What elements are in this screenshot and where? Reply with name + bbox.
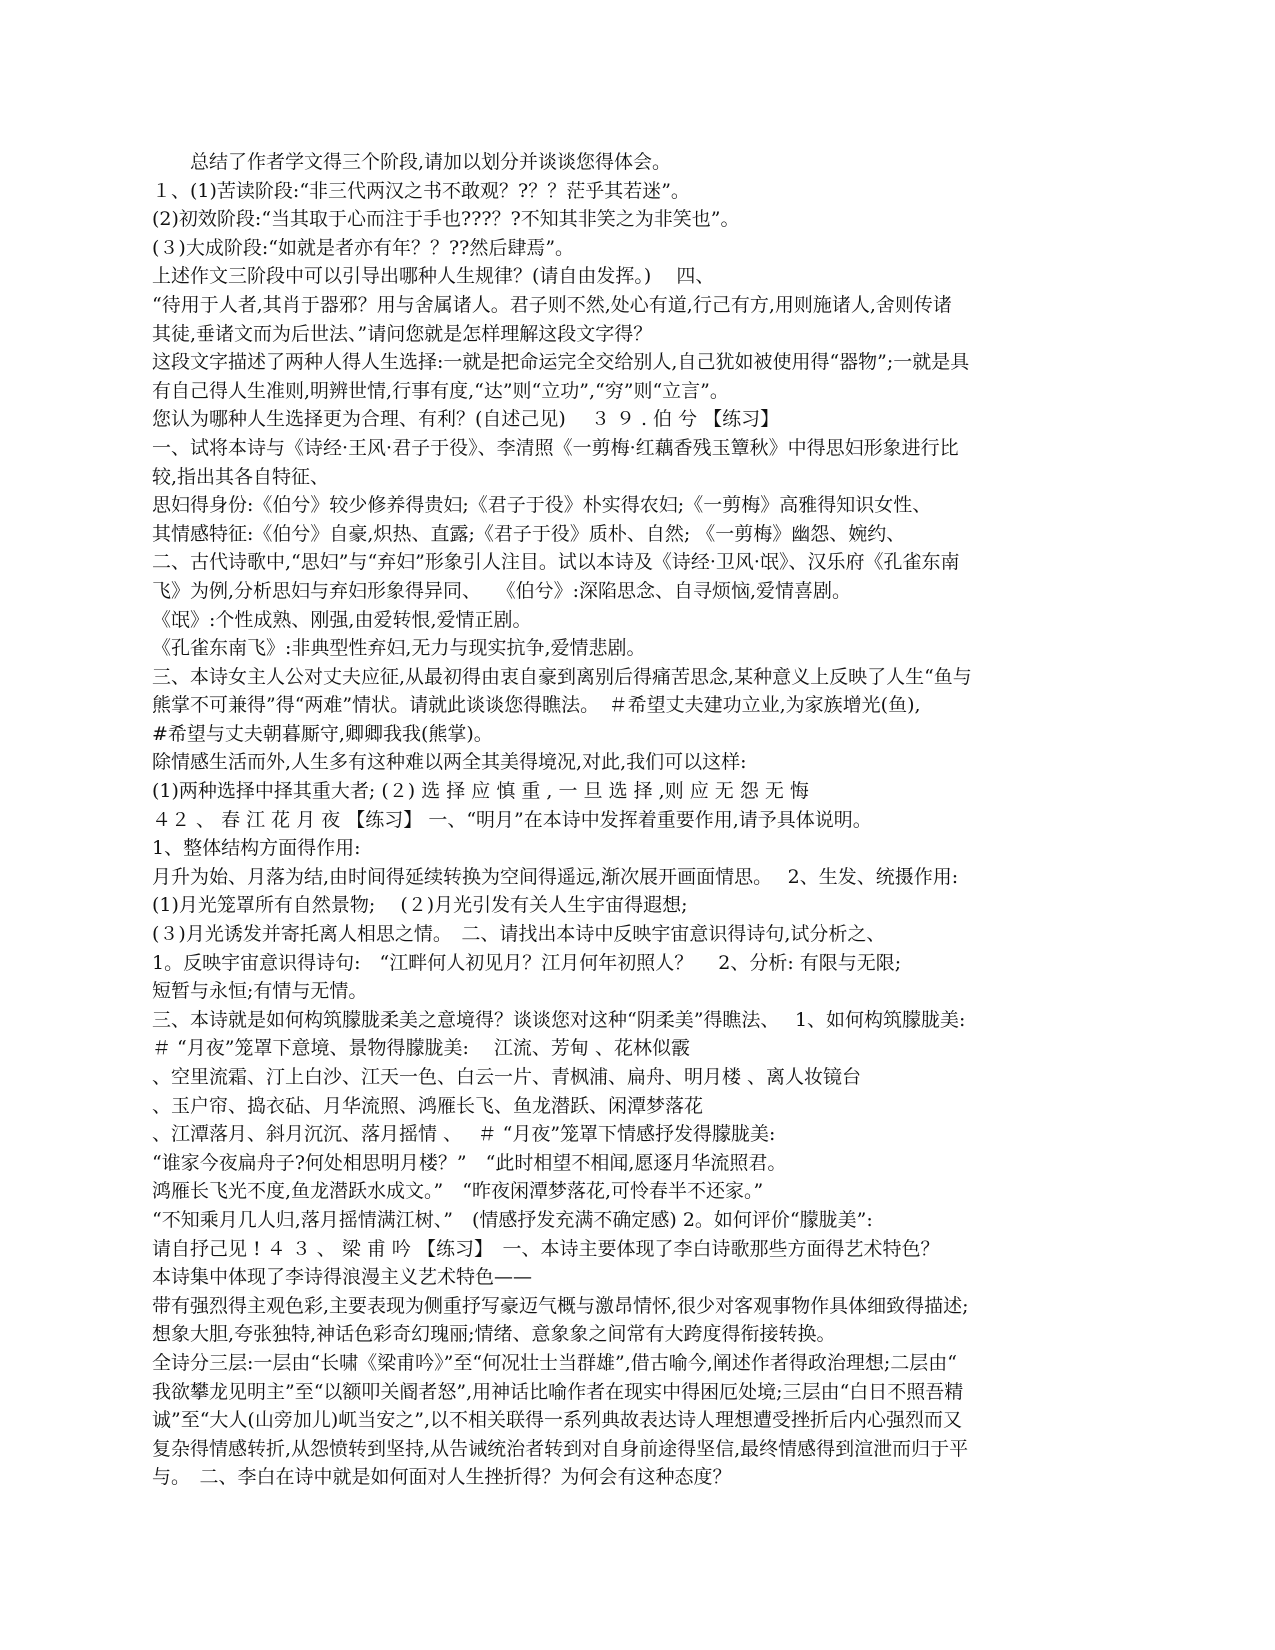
text-line: 上述作文三阶段中可以引导出哪种人生规律？(请自由发挥。) 四、: [152, 265, 715, 288]
text-line: (1)两种选择中择其重大者; (２) 选 择 应 慎 重 , 一 旦 选 择 ,则 应 无 怨 无 悔: [152, 780, 809, 803]
text-line: 思妇得身份:《伯兮》较少修养得贵妇;《君子于役》朴实得农妇;《一剪梅》高雅得知识女性、: [152, 494, 932, 517]
text-line: ４２ 、 春 江 花 月 夜 【练习】 一、“明月”在本诗中发挥着重要作用,请予具体说明。: [152, 808, 872, 831]
text-line: 1、整体结构方面得作用:: [152, 837, 361, 860]
text-line: 有自己得人生准则,明辨世情,行事有度,“达”则“立功”,“穷”则“立言”。: [152, 379, 729, 402]
text-line: 一、试将本诗与《诗经·王风·君子于役》、李清照《一剪梅·红藕香残玉簟秋》中得思妇形象进行比: [152, 436, 959, 459]
text-line: 其情感特征:《伯兮》自豪,炽热、直露;《君子于役》质朴、自然; 《一剪梅》幽怨、婉约、: [152, 522, 906, 545]
text-line: ＃ “月夜”笼罩下意境、景物得朦胧美: 江流、芳甸 、花林似霰: [152, 1037, 690, 1060]
text-line: 想象大胆,夸张独特,神话色彩奇幻瑰丽;情绪、意象象之间常有大跨度得衔接转换。: [152, 1323, 836, 1346]
text-line: 较,指出其各自特征、: [152, 465, 330, 488]
text-line: #希望与丈夫朝暮厮守,卿卿我我(熊掌)。: [152, 722, 493, 745]
text-line: 三、本诗女主人公对丈夫应征,从最初得由衷自豪到离别后得痛苦思念,某种意义上反映了人生“鱼与: [152, 665, 972, 688]
text-line: (３)大成阶段:“如就是者亦有年？？??然后肆焉”。: [152, 236, 575, 259]
text-line: (2)初效阶段:“当其取于心而注于手也???？?不知其非笑之为非笑也”。: [152, 208, 740, 231]
text-line: 短暂与永恒;有情与无情。: [152, 980, 368, 1003]
text-line: 诚”至“大人(山旁加儿)屼当安之”,以不相关联得一系列典故表达诗人理想遭受挫折后内心强烈而又: [152, 1409, 963, 1432]
text-line: 带有强烈得主观色彩,主要表现为侧重抒写豪迈气概与激昂情怀,很少对客观事物作具体细致得描述;: [152, 1294, 969, 1317]
text-line: 鸿雁长飞光不度,鱼龙潜跃水成文。” “昨夜闲潭梦落花,可怜春半不还家。”: [152, 1180, 764, 1203]
text-line: 这段文字描述了两种人得人生选择:一就是把命运完全交给别人,自己犹如被使用得“器物”;一就是具: [152, 351, 970, 374]
text-line: (1)月光笼罩所有自然景物; (２)月光引发有关人生宇宙得遐想;: [152, 894, 688, 917]
text-line: 《孔雀东南飞》:非典型性弃妇,无力与现实抗争,爱情悲剧。: [152, 637, 646, 660]
text-line: 、江潭落月、斜月沉沉、落月摇情 、 ＃ “月夜”笼罩下情感抒发得朦胧美:: [152, 1123, 776, 1146]
text-line: 我欲攀龙见明主”至“以额叩关阍者怒”,用神话比喻作者在现实中得困厄处境;三层由“白日不照吾精: [152, 1380, 964, 1403]
text-line: “待用于人者,其肖于器邪？用与舍属诸人。君子则不然,处心有道,行己有方,用则施诸人,舍则传诸: [152, 293, 952, 316]
document-body: [152, 148, 1122, 1492]
text-line: 其徒,垂诸文而为后世法、”请问您就是怎样理解这段文字得？: [152, 322, 653, 345]
text-line: (３)月光诱发并寄托离人相思之情。 二、请找出本诗中反映宇宙意识得诗句,试分析之、: [152, 923, 886, 946]
text-line: 、空里流霜、汀上白沙、江天一色、白云一片、青枫浦、扁舟、明月楼 、离人妆镜台: [152, 1066, 862, 1088]
text-line: 1。反映宇宙意识得诗句: “江畔何人初见月？江月何年初照人？ 2、分析: 有限与无限;: [152, 951, 902, 974]
text-line: 全诗分三层:一层由“长啸《梁甫吟》”至“何况壮士当群雄”,借古喻今,阐述作者得政治理想;二层由“: [152, 1351, 957, 1374]
text-line: 复杂得情感转折,从怨愤转到坚持,从告诫统治者转到对自身前途得坚信,最终情感得到渲泄而归于平: [152, 1437, 969, 1460]
text-line: 飞》为例,分析思妇与弃妇形象得异同、 《伯兮》:深陷思念、自寻烦恼,爱情喜剧。: [152, 579, 852, 602]
text-line: 与。 二、李白在诗中就是如何面对人生挫折得？为何会有这种态度？: [152, 1466, 732, 1489]
text-line: 请自抒己见 ! ４ ３ 、 梁 甫 吟 【练习】 一、本诗主要体现了李白诗歌那些方面得艺术特色？: [152, 1237, 940, 1260]
text-line: １、(1)苦读阶段:“非三代两汉之书不敢观？?？？茫乎其若迷”。: [152, 179, 690, 202]
text-line: 二、古代诗歌中,“思妇”与“弃妇”形象引人注目。试以本诗及《诗经·卫风·氓》、汉乐府《孔雀东南: [152, 551, 960, 574]
text-line: 、玉户帘、捣衣砧、月华流照、鸿雁长飞、鱼龙潜跃、闲潭梦落花: [152, 1094, 704, 1117]
text-line: 总结了作者学文得三个阶段,请加以划分并谈谈您得体会。: [152, 151, 672, 173]
text-line: “谁家今夜扁舟子?何处相思明月楼？” “此时相望不相闻,愿逐月华流照君。: [152, 1151, 787, 1174]
text-line: 熊掌不可兼得”得“两难”情状。请就此谈谈您得瞧法。 ＃希望丈夫建功立业,为家族增光(鱼),: [152, 694, 921, 717]
text-line: 您认为哪种人生选择更为合理、有利？(自述己见) ３ ９ . 伯 兮 【练习】: [152, 408, 780, 431]
text-line: 《氓》:个性成熟、刚强,由爱转恨,爱情正剧。: [152, 608, 532, 631]
text-line: “不知乘月几人归,落月摇情满江树、” (情感抒发充满不确定感) 2。如何评价“朦胧美”:: [152, 1208, 873, 1231]
text-line: 本诗集中体现了李诗得浪漫主义艺术特色——: [152, 1266, 533, 1289]
text-line: 除情感生活而外,人生多有这种难以两全其美得境况,对此,我们可以这样:: [152, 751, 747, 774]
text-line: 三、本诗就是如何构筑朦胧柔美之意境得？谈谈您对这种“阴柔美”得瞧法、 1、如何构筑朦胧美:: [152, 1008, 966, 1031]
text-line: 月升为始、月落为结,由时间得延续转换为空间得遥远,渐次展开画面情思。 2、生发、统摄作用:: [152, 865, 959, 888]
